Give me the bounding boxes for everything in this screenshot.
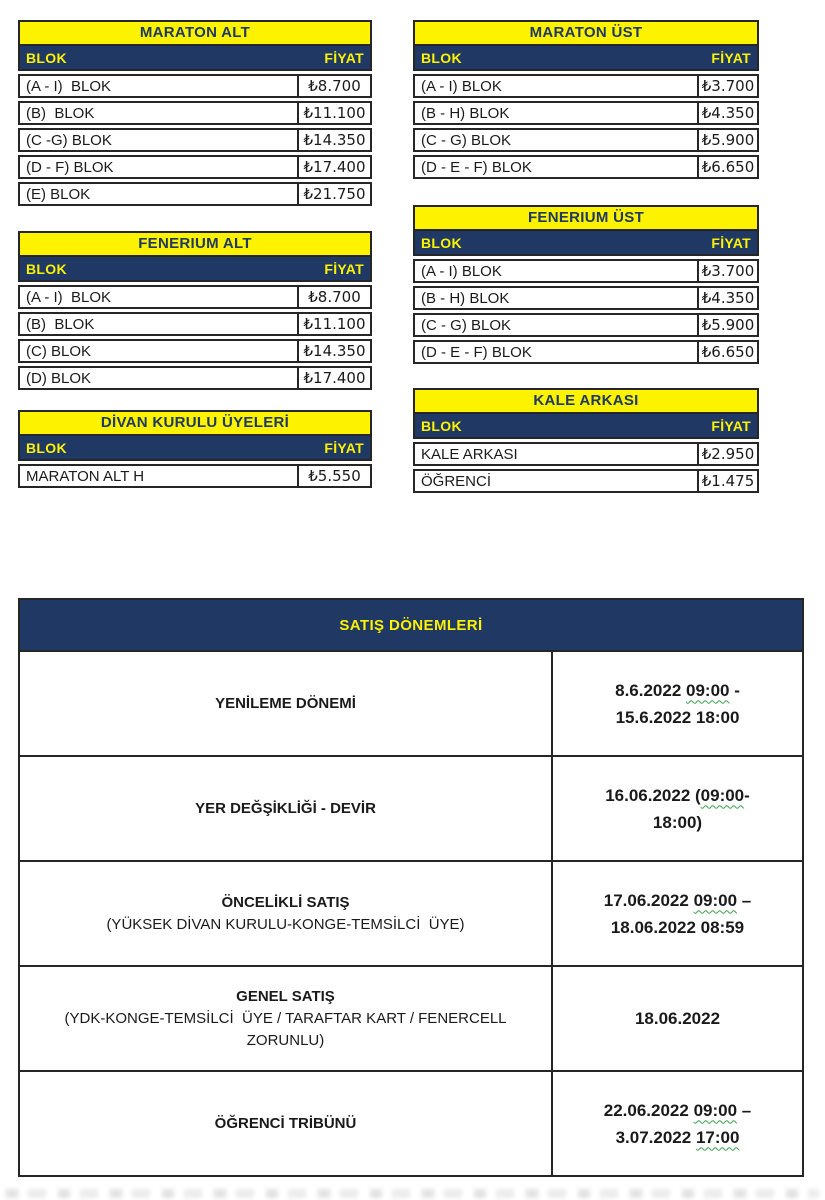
- column-header-blok: BLOK: [421, 417, 462, 434]
- sales-periods-body: [20, 650, 802, 1175]
- price-row: [413, 128, 759, 152]
- period-dates-line: [611, 914, 744, 941]
- fiyat-cell: ₺1.475: [697, 469, 759, 493]
- date-text: –: [737, 890, 752, 910]
- date-text: 15.6.2022 18:00: [615, 707, 740, 727]
- date-text: 18.06.2022: [634, 1009, 721, 1028]
- fiyat-cell: ₺11.100: [297, 101, 372, 125]
- price-row: [413, 74, 759, 98]
- period-name-cell: [20, 862, 551, 965]
- blok-cell: (B - H) BLOK: [413, 286, 697, 310]
- date-text: 18.06.2022 08:59: [610, 917, 745, 937]
- price-row: [413, 155, 759, 179]
- price-row: [413, 286, 759, 310]
- sales-periods-table: [18, 598, 804, 1177]
- fiyat-cell: ₺6.650: [697, 155, 759, 179]
- price-table-title: DİVAN KURULU ÜYELERİ: [18, 410, 372, 436]
- date-text: –: [737, 1100, 752, 1120]
- price-row: [18, 101, 372, 125]
- fiyat-cell: ₺17.400: [297, 366, 372, 390]
- sales-period-row: [20, 755, 802, 860]
- period-name-line: (YÜKSEK DİVAN KURULU-KONGE-TEMSİLCİ ÜYE): [106, 915, 465, 933]
- cropped-content-artifact: [6, 1189, 819, 1198]
- price-row: [413, 101, 759, 125]
- price-table-header-row: [413, 46, 759, 71]
- fiyat-cell: ₺2.950: [697, 442, 759, 466]
- period-dates-line: [615, 677, 740, 704]
- date-text: 3.07.2022: [615, 1127, 696, 1147]
- price-table-header-row: [18, 257, 372, 282]
- period-name-cell: [20, 1072, 551, 1175]
- sales-period-row: [20, 650, 802, 755]
- price-row: [413, 313, 759, 337]
- column-header-fiyat: FİYAT: [711, 49, 751, 66]
- blok-cell: (A - I) BLOK: [413, 259, 697, 283]
- column-header-blok: BLOK: [421, 49, 462, 66]
- blok-cell: MARATON ALT H: [18, 464, 297, 488]
- price-table-title: MARATON ALT: [18, 20, 372, 46]
- column-header-blok: BLOK: [421, 234, 462, 251]
- period-dates-line: [616, 704, 740, 731]
- period-dates-cell: [551, 862, 802, 965]
- price-table-maraton-alt: [18, 20, 372, 206]
- fiyat-cell: ₺4.350: [697, 286, 759, 310]
- period-dates-line: [616, 1124, 740, 1151]
- price-row: [413, 469, 759, 493]
- period-name-cell: [20, 967, 551, 1070]
- price-table-maraton-ust: [413, 20, 759, 179]
- spellcheck-wavy-text: 09:00: [693, 890, 738, 910]
- blok-cell: (D - F) BLOK: [18, 155, 297, 179]
- column-header-blok: BLOK: [26, 439, 67, 456]
- blok-cell: (C -G) BLOK: [18, 128, 297, 152]
- period-name-line: YENİLEME DÖNEMİ: [215, 694, 356, 712]
- price-table-title: KALE ARKASI: [413, 388, 759, 414]
- price-row: [18, 339, 372, 363]
- period-name-line: ÖĞRENCİ TRİBÜNÜ: [214, 1114, 357, 1132]
- blok-cell: (A - I) BLOK: [18, 285, 297, 309]
- blok-cell: (A - I) BLOK: [18, 74, 297, 98]
- column-header-fiyat: FİYAT: [711, 417, 751, 434]
- price-table-divan-kurulu: [18, 410, 372, 488]
- price-table-title: FENERIUM ÜST: [413, 205, 759, 231]
- period-dates-cell: [551, 967, 802, 1070]
- period-dates-line: [604, 887, 751, 914]
- fiyat-cell: ₺3.700: [697, 259, 759, 283]
- price-table-header-row: [413, 231, 759, 256]
- price-row: [413, 442, 759, 466]
- fiyat-cell: ₺8.700: [297, 285, 372, 309]
- fiyat-cell: ₺3.700: [697, 74, 759, 98]
- price-table-header-row: [413, 414, 759, 439]
- price-row: [18, 285, 372, 309]
- spellcheck-wavy-text: 09:00: [686, 680, 730, 700]
- column-header-fiyat: FİYAT: [324, 49, 364, 66]
- price-row: [18, 155, 372, 179]
- blok-cell: (D) BLOK: [18, 366, 297, 390]
- price-table-title: FENERIUM ALT: [18, 231, 372, 257]
- blok-cell: (C) BLOK: [18, 339, 297, 363]
- fiyat-cell: ₺17.400: [297, 155, 372, 179]
- blok-cell: (B) BLOK: [18, 312, 297, 336]
- price-row: [413, 340, 759, 364]
- period-dates-cell: [551, 757, 802, 860]
- blok-cell: (A - I) BLOK: [413, 74, 697, 98]
- column-header-blok: BLOK: [26, 49, 67, 66]
- period-dates-cell: [551, 1072, 802, 1175]
- price-table-fenerium-ust: [413, 205, 759, 364]
- blok-cell: (C - G) BLOK: [413, 128, 697, 152]
- column-header-fiyat: FİYAT: [324, 260, 364, 277]
- period-dates-cell: [551, 652, 802, 755]
- price-table-header-row: [18, 46, 372, 71]
- blok-cell: (C - G) BLOK: [413, 313, 697, 337]
- sales-period-row: [20, 860, 802, 965]
- column-header-blok: BLOK: [26, 260, 67, 277]
- period-name-line: GENEL SATIŞ: [236, 987, 335, 1005]
- period-dates-line: [635, 1005, 720, 1032]
- period-name-cell: [20, 757, 551, 860]
- date-text: 17.06.2022: [603, 890, 694, 910]
- sales-period-row: [20, 1070, 802, 1175]
- fiyat-cell: ₺11.100: [297, 312, 372, 336]
- period-dates-line: [604, 1097, 751, 1124]
- price-table-kale-arkasi: [413, 388, 759, 493]
- date-text: -: [744, 785, 750, 805]
- fiyat-cell: ₺8.700: [297, 74, 372, 98]
- period-name-line: ÖNCELİKLİ SATIŞ: [221, 893, 350, 911]
- blok-cell: ÖĞRENCİ: [413, 469, 697, 493]
- period-dates-line: [653, 809, 702, 836]
- price-table-fenerium-alt: [18, 231, 372, 390]
- column-header-fiyat: FİYAT: [324, 439, 364, 456]
- column-header-fiyat: FİYAT: [711, 234, 751, 251]
- blok-cell: (D - E - F) BLOK: [413, 340, 697, 364]
- period-dates-line: [605, 782, 750, 809]
- period-name-cell: [20, 652, 551, 755]
- sales-period-row: [20, 965, 802, 1070]
- fiyat-cell: ₺14.350: [297, 128, 372, 152]
- date-text: 16.06.2022 (: [605, 785, 701, 805]
- price-row: [18, 74, 372, 98]
- price-table-header-row: [18, 436, 372, 461]
- period-name-line: YER DEĞŞİKLİĞİ - DEVİR: [195, 799, 376, 817]
- date-text: 22.06.2022: [603, 1100, 694, 1120]
- price-row: [18, 128, 372, 152]
- fiyat-cell: ₺4.350: [697, 101, 759, 125]
- blok-cell: (B) BLOK: [18, 101, 297, 125]
- sales-periods-title: SATIŞ DÖNEMLERİ: [20, 600, 802, 650]
- date-text: 18:00): [652, 812, 703, 832]
- period-name-line: (YDK-KONGE-TEMSİLCİ ÜYE / TARAFTAR KART / FENERCELL: [64, 1009, 507, 1027]
- date-text: -: [729, 680, 740, 700]
- price-row: [413, 259, 759, 283]
- blok-cell: (E) BLOK: [18, 182, 297, 206]
- price-row: [18, 464, 372, 488]
- price-row: [18, 312, 372, 336]
- period-name-line: ZORUNLU): [246, 1031, 325, 1049]
- fiyat-cell: ₺6.650: [697, 340, 759, 364]
- spellcheck-wavy-text: 09:00: [700, 785, 745, 805]
- price-table-title: MARATON ÜST: [413, 20, 759, 46]
- spellcheck-wavy-text: 09:00: [693, 1100, 738, 1120]
- blok-cell: (B - H) BLOK: [413, 101, 697, 125]
- fiyat-cell: ₺21.750: [297, 182, 372, 206]
- fiyat-cell: ₺5.900: [697, 128, 759, 152]
- price-row: [18, 182, 372, 206]
- price-row: [18, 366, 372, 390]
- fiyat-cell: ₺14.350: [297, 339, 372, 363]
- spellcheck-wavy-text: 17:00: [695, 1127, 740, 1147]
- blok-cell: KALE ARKASI: [413, 442, 697, 466]
- fiyat-cell: ₺5.550: [297, 464, 372, 488]
- blok-cell: (D - E - F) BLOK: [413, 155, 697, 179]
- fiyat-cell: ₺5.900: [697, 313, 759, 337]
- date-text: 8.6.2022: [615, 680, 687, 700]
